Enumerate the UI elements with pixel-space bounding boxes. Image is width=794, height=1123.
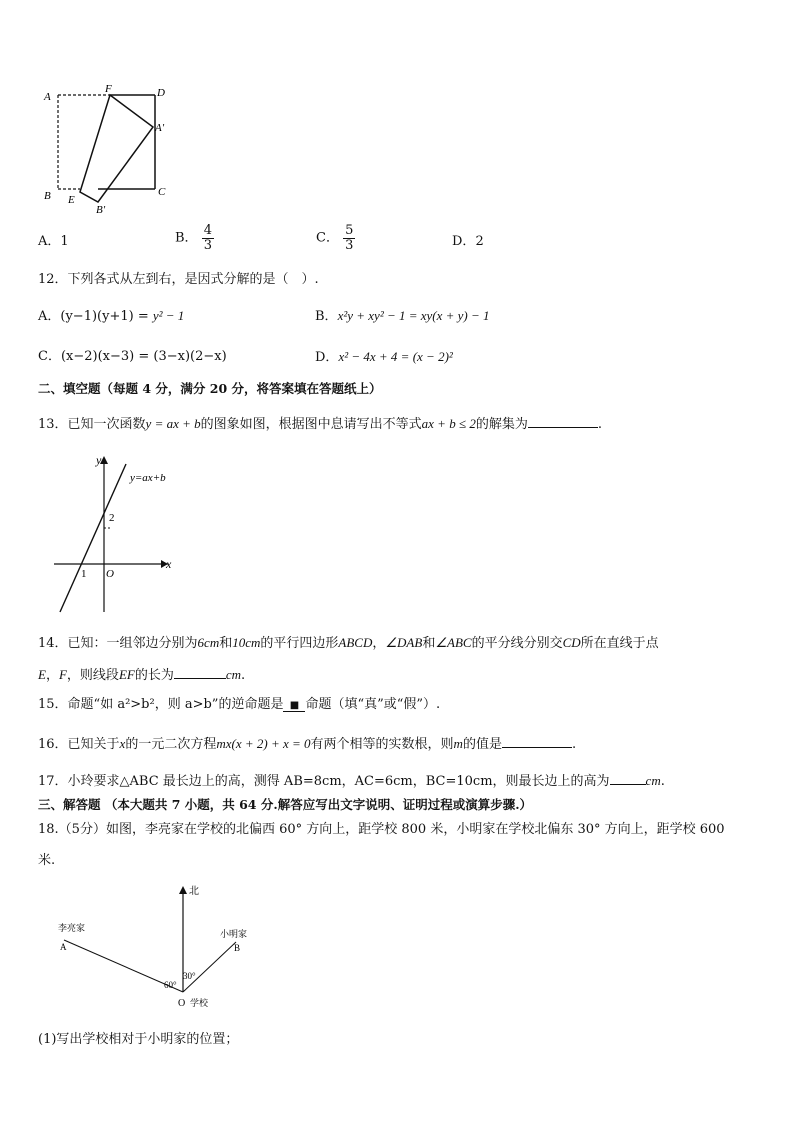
north-arrow-icon (179, 886, 187, 894)
angle-60-label: 60° (164, 980, 177, 990)
q18-line2: 米. (38, 853, 56, 868)
q15-answer-blank[interactable]: ■ (283, 697, 305, 712)
q18-line1: 18.（5分）如图，李亮家在学校的北偏西 60° 方向上，距学校 800 米，小明家在学校北偏东 30° 方向上，距学校 600 (38, 822, 725, 837)
q13-text: 13．已知一次函数y = ax + b的图象如图，根据图中息请写出不等式ax + b ≤ 2的解集为 . (38, 413, 602, 434)
q13-graph (50, 450, 180, 615)
q17-answer-blank[interactable] (610, 770, 646, 785)
fraction-4-3: $\frac{4}{3}$ (203, 223, 212, 253)
q14-answer-blank[interactable] (174, 664, 226, 679)
q11-option-b: B． $\frac{4}{3}$ (175, 223, 212, 253)
q14-line1: 14．已知：一组邻边分别为6cm和10cm的平行四边形ABCD，∠DAB和∠ABC的平分线分别交CD所在直线于点 (38, 635, 659, 651)
q15-text: 15．命题“如 a²>b²，则 a>b”的逆命题是 ■ 命题（填“真”或“假”）. (38, 697, 441, 712)
q18-subquestion-1: (1)写出学校相对于小明家的位置； (38, 1032, 239, 1047)
angle-30-label: 30° (183, 971, 196, 981)
origin-label: O (106, 568, 114, 580)
section3-heading: 三、解答题 （本大题共 7 小题，共 64 分.解答应写出文字说明、证明过程或演算步骤.） (38, 797, 533, 812)
q17-text: 17．小玲要求△ABC 最长边上的高，测得 AB=8cm，AC=6cm，BC=10cm，则最长边上的高为 cm. (38, 770, 665, 791)
q12-option-d: D．x² − 4x + 4 = (x − 2)² (315, 349, 453, 365)
label-B-prime: B′ (96, 204, 106, 216)
q12-option-c: C．(x−2)(x−3) = (3−x)(2−x) (38, 349, 227, 364)
y-axis-label: y (96, 453, 102, 467)
x-intercept-label: 1 (81, 568, 87, 580)
section2-heading: 二、填空题（每题 4 分，满分 20 分，将答案填在答题纸上） (38, 381, 382, 396)
q16-answer-blank[interactable] (502, 733, 572, 748)
label-C: C (158, 186, 166, 198)
label-E: E (68, 194, 75, 206)
q18-figure (50, 880, 290, 1015)
q13-answer-blank[interactable] (528, 413, 598, 428)
north-label: 北 (189, 886, 199, 897)
q11-option-a: A．1 (38, 234, 69, 249)
label-B: B (44, 190, 51, 202)
fraction-5-3: $\frac{5}{3}$ (345, 223, 354, 253)
q12-option-a: A．(y−1)(y+1) = y² − 1 (38, 308, 185, 324)
q14-line2: E，F，则线段EF的长为 cm. (38, 664, 245, 685)
ming-home-label: 小明家 (220, 929, 248, 939)
line-label: y=ax+b (130, 472, 166, 484)
q11-option-c: C． $\frac{5}{3}$ (316, 223, 354, 253)
school-label: 学校 (190, 998, 209, 1008)
point-o-label: O (178, 998, 186, 1009)
label-F: F (105, 83, 112, 95)
q11-option-d: D．2 (452, 234, 484, 249)
q12-option-b: B．x²y + xy² − 1 = xy(x + y) − 1 (315, 308, 490, 324)
label-A: A (44, 91, 51, 103)
label-D: D (157, 87, 165, 99)
li-home-label: 李亮家 (58, 923, 86, 933)
point-a-label: A (60, 942, 67, 952)
q12-stem: 12．下列各式从左到右，是因式分解的是（ ）. (38, 272, 319, 287)
y-intercept-label: 2 (109, 512, 115, 524)
q11-figure (38, 82, 178, 217)
x-axis-label: x (166, 557, 172, 571)
point-b-label: B (234, 943, 241, 953)
q16-text: 16．已知关于x的一元二次方程mx(x + 2) + x = 0有两个相等的实数根，则m的值是 . (38, 733, 576, 754)
label-A-prime: A′ (155, 122, 165, 134)
